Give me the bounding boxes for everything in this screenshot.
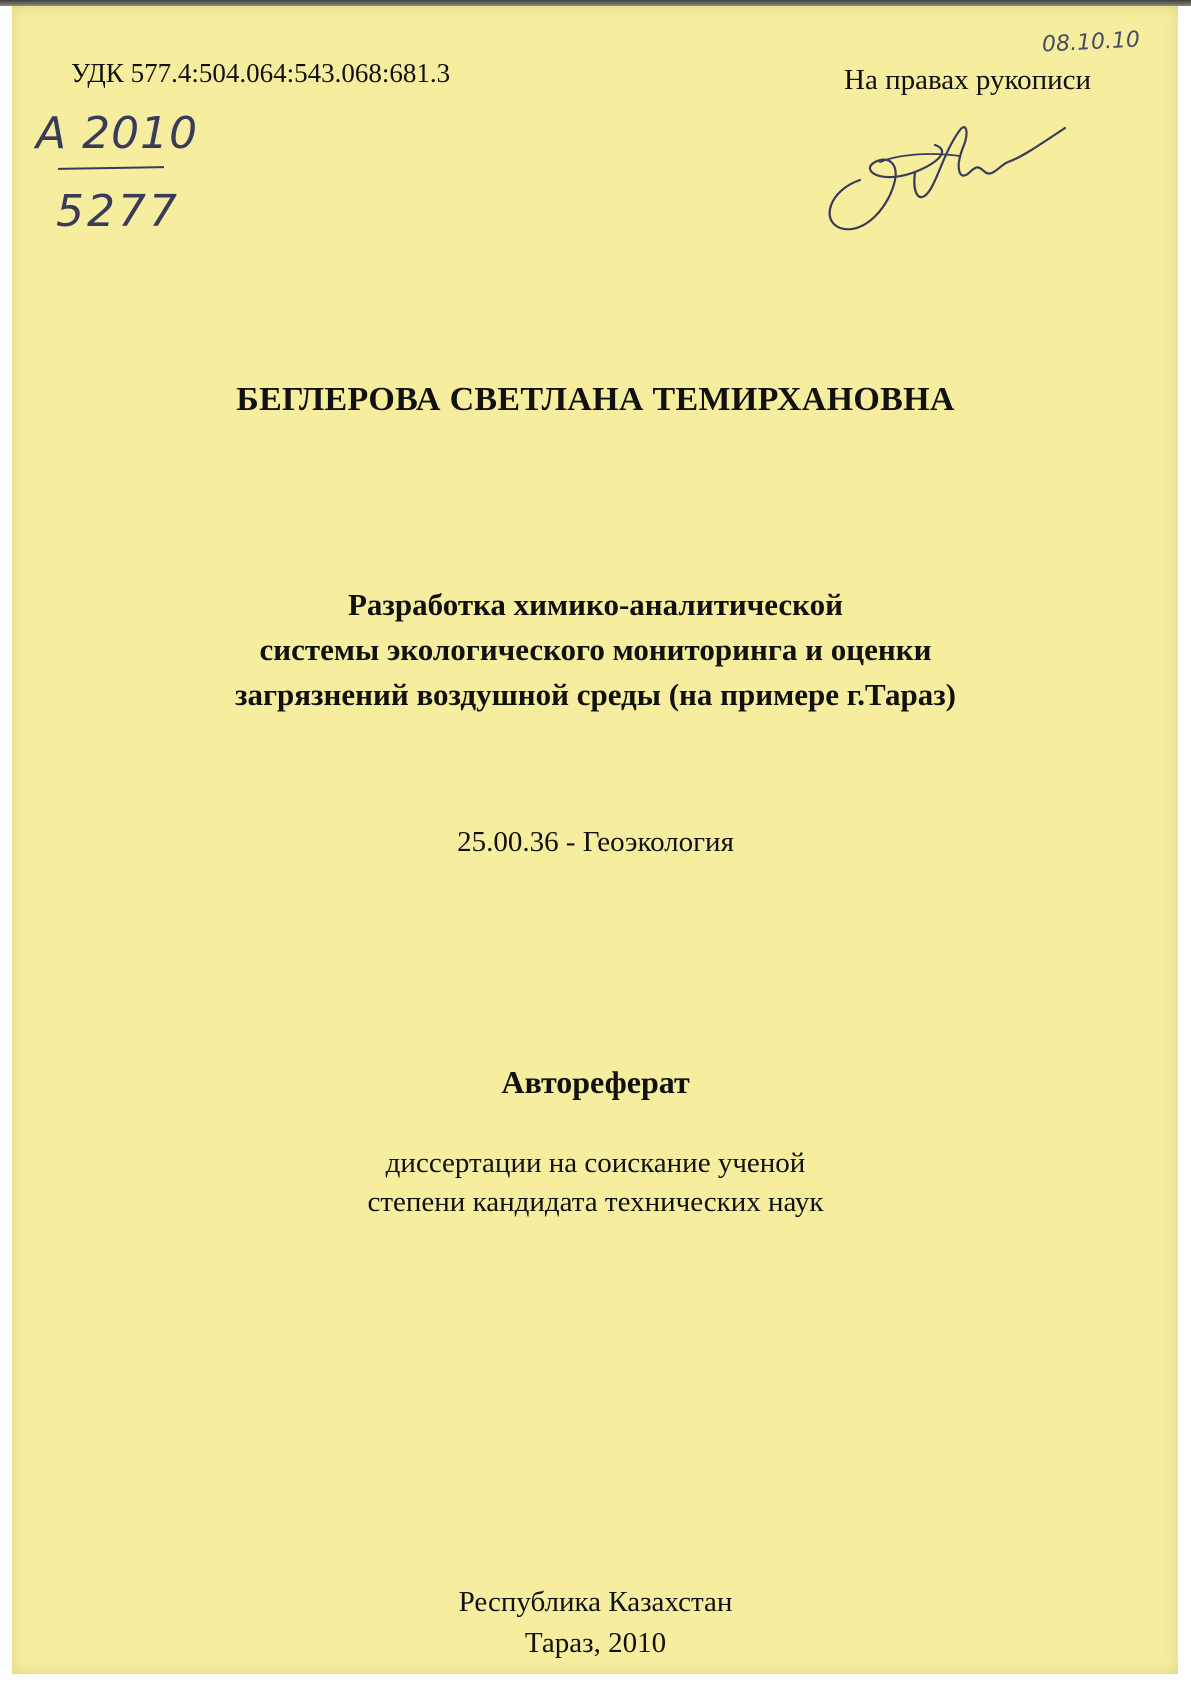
purpose-line: степени кандидата технических наук <box>367 1186 824 1218</box>
title-line: загрязнений воздушной среды (на примере г.Тараз) <box>235 677 956 712</box>
signature-icon <box>820 110 1070 240</box>
dissertation-title <box>0 582 1191 717</box>
handwritten-date: 08.10.10 <box>1041 27 1141 58</box>
specialty-code: 25.00.36 - Геоэкология <box>457 826 734 858</box>
inventory-mark-bottom: 5277 <box>56 186 180 237</box>
place-and-year <box>0 1582 1191 1664</box>
udc-code: УДК 577.4:504.064:543.068:681.3 <box>71 58 451 88</box>
document-type: Автореферат <box>501 1064 690 1100</box>
title-line: Разработка химико-аналитической <box>348 587 843 622</box>
purpose-line: диссертации на соискание ученой <box>385 1147 806 1179</box>
title-line: системы экологического мониторинга и оценки <box>259 632 932 667</box>
degree-purpose <box>0 1144 1191 1222</box>
city-year: Тараз, 2010 <box>524 1627 667 1659</box>
country: Республика Казахстан <box>458 1586 733 1618</box>
signature-underline <box>880 154 960 162</box>
inventory-mark-top: A 2010 <box>36 108 199 159</box>
signature-stroke <box>830 127 1065 229</box>
author-name: БЕГЛЕРОВА СВЕТЛАНА ТЕМИРХАНОВНА <box>236 381 955 418</box>
manuscript-rights-note: На правах рукописи <box>844 64 1092 96</box>
